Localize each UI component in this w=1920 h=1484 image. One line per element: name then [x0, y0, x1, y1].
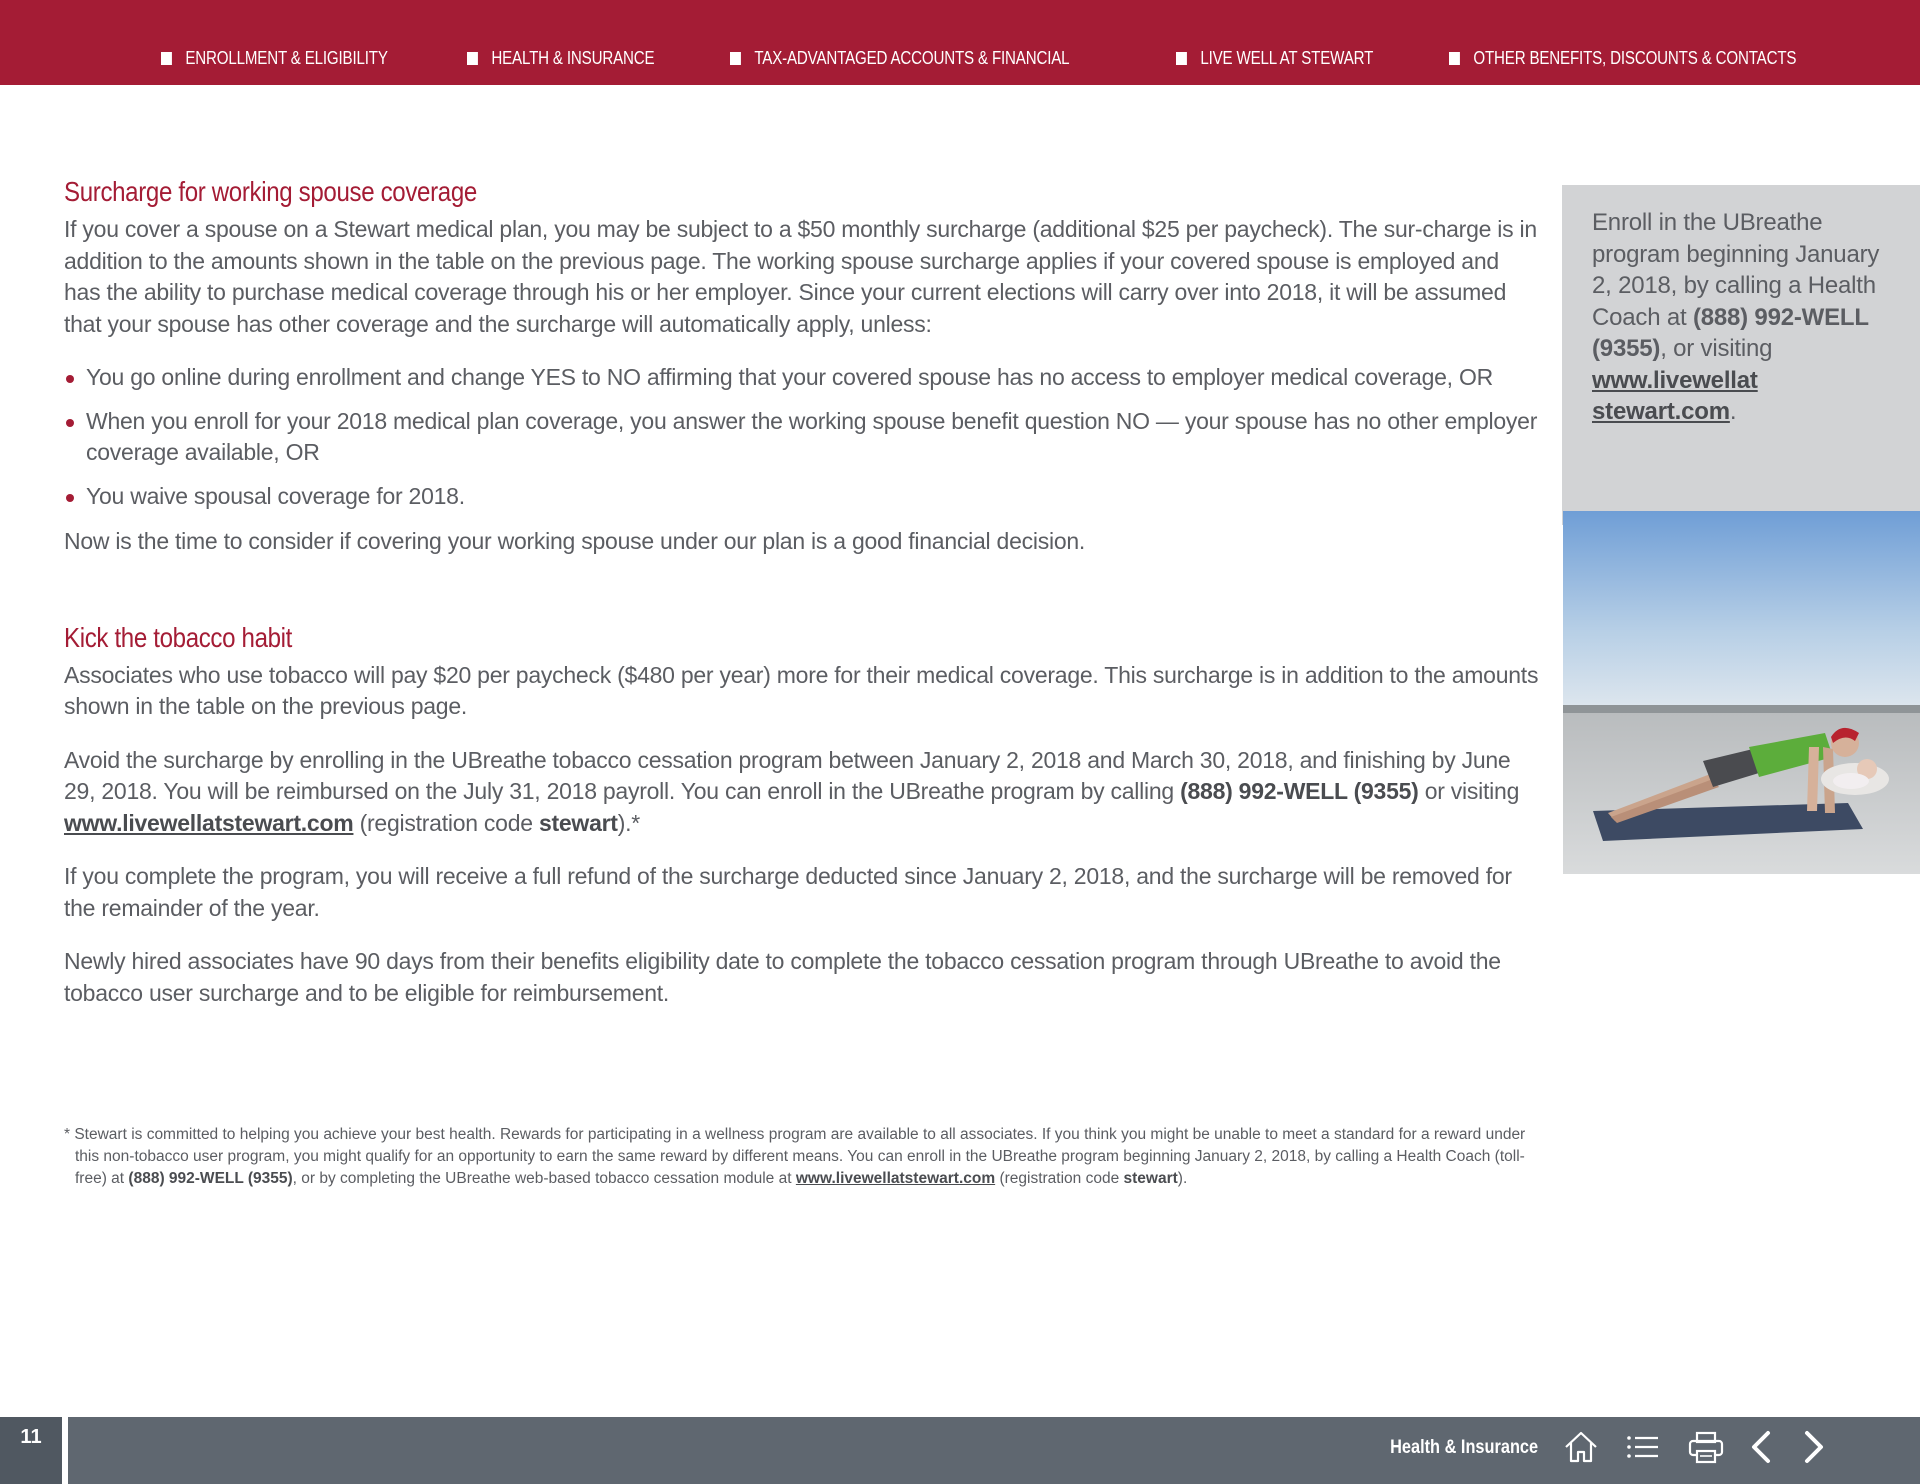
working-spouse-intro: If you cover a spouse on a Stewart medical plan, you may be subject to a $50 monthly surcharge (additional $25 per paycheck). The sur-charge is in addition to the amounts shown in the table on the previous page. The working spouse surcharge applies if your covered spouse is employed and has the ability to purchase medical coverage through his or her employer. Since your current elections will carry over into 2018, it will be assumed that your spouse has other coverage and the surcharge will automatically apply, unless:: [64, 216, 1537, 337]
phone-number: (888) 992-WELL (9355): [1180, 778, 1419, 804]
bottom-navigation-bar: [0, 1417, 1920, 1484]
text-segment: Enroll in the UBreathe program beginning January 2, 2018, by calling a Health Coach at: [1592, 209, 1880, 331]
footnote-text: [64, 1124, 1539, 1190]
top-navigation-bar: [0, 0, 1920, 85]
square-bullet-icon: [161, 52, 172, 65]
list-item: When you enroll for your 2018 medical plan coverage, you answer the working spouse benefit question NO — your spouse has no other employer coverage available, OR: [64, 406, 1539, 469]
nav-item-live-well[interactable]: [1176, 47, 1373, 69]
livewell-link[interactable]: www.livewellatstewart.com: [795, 1170, 996, 1187]
text-segment: (registration code: [353, 809, 539, 836]
phone-number: (888) 992-WELL (9355): [1592, 303, 1869, 362]
nav-item-label: TAX-ADVANTAGED ACCOUNTS & FINANCIAL: [754, 47, 1070, 68]
text-segment: , or visiting: [1660, 335, 1773, 362]
text-segment: * Stewart is committed to helping you achieve your best health. Rewards for participating in a wellness program are available to all associates. If you think you might be unable to meet a standard for a reward under this non-tobacco user program, you might qualify for an opportunity to earn the same reward by different means. You can enroll in the UBreathe program beginning January 2, 2018, by calling a Health Coach (toll-free) at: [64, 1126, 1526, 1187]
nav-item-health-insurance[interactable]: [467, 47, 654, 69]
wellness-photo: [1563, 511, 1920, 874]
page-number-box: [0, 1417, 68, 1484]
tobacco-heading: Kick the tobacco habit: [64, 621, 293, 653]
text-segment: ).: [1177, 1170, 1188, 1187]
print-icon[interactable]: [1686, 1427, 1726, 1467]
chevron-left-icon[interactable]: [1742, 1427, 1782, 1467]
nav-item-label: OTHER BENEFITS, DISCOUNTS & CONTACTS: [1473, 47, 1797, 68]
nav-item-other-benefits[interactable]: [1449, 47, 1796, 69]
phone-number: (888) 992-WELL (9355): [128, 1170, 293, 1187]
text-segment: .: [1729, 398, 1737, 425]
nav-item-enrollment[interactable]: [161, 47, 388, 69]
list-item: You waive spousal coverage for 2018.: [64, 481, 1539, 513]
square-bullet-icon: [1176, 52, 1187, 65]
square-bullet-icon: [467, 52, 478, 65]
tobacco-new-hire-paragraph: Newly hired associates have 90 days from their benefits eligibility date to complete the tobacco cessation program through UBreathe to avoid the tobacco user surcharge and to be eligible for reimbursement.: [64, 948, 1501, 1006]
nav-item-label: HEALTH & INSURANCE: [491, 47, 655, 68]
working-spouse-closing: Now is the time to consider if covering your working spouse under our plan is a good financial decision.: [64, 528, 1086, 554]
tobacco-surcharge-paragraph: Associates who use tobacco will pay $20 per paycheck ($480 per year) more for their medical coverage. This surcharge is in addition to the amounts shown in the table on the previous page.: [64, 661, 1539, 719]
registration-code: stewart: [538, 809, 618, 836]
nav-item-label: LIVE WELL AT STEWART: [1200, 47, 1374, 68]
working-spouse-conditions-list: [64, 362, 1539, 512]
list-icon[interactable]: [1623, 1427, 1663, 1467]
text-segment: (registration code: [995, 1170, 1124, 1187]
home-icon[interactable]: [1561, 1427, 1601, 1467]
nav-item-tax-advantaged[interactable]: [730, 47, 1069, 69]
registration-code: stewart: [1123, 1170, 1178, 1187]
nav-item-label: ENROLLMENT & ELIGIBILITY: [185, 47, 388, 68]
tobacco-enroll-paragraph: [64, 745, 1539, 840]
list-item: You go online during enrollment and change YES to NO affirming that your covered spouse has no access to employer medical coverage, OR: [64, 362, 1539, 394]
livewell-link[interactable]: www.livewellat stewart.com: [1592, 366, 1758, 425]
ubreathe-callout-box: [1562, 185, 1920, 525]
tobacco-refund-paragraph: If you complete the program, you will receive a full refund of the surcharge deducted since January 2, 2018, and the surcharge will be removed for the remainder of the year.: [64, 863, 1512, 921]
square-bullet-icon: [730, 52, 741, 65]
text-segment: or visiting: [1418, 778, 1520, 804]
chevron-right-icon[interactable]: [1793, 1427, 1833, 1467]
footnote: [64, 1124, 1539, 1190]
livewell-link[interactable]: www.livewellatstewart.com: [64, 809, 354, 836]
working-spouse-section: [64, 176, 1539, 558]
page-number: 11: [20, 1426, 42, 1448]
text-segment: Avoid the surcharge by enrolling in the UBreathe tobacco cessation program between January 2, 2018 and March 30, 2018, and finishing by June 29, 2018. You will be reimbursed on the July 31, 2018 payroll. You can enroll in the UBreathe program by calling: [64, 746, 1511, 804]
main-content: [64, 176, 1539, 1031]
woman-plank-with-baby-illustration: [1563, 511, 1920, 874]
working-spouse-heading: Surcharge for working spouse coverage: [64, 176, 477, 207]
text-segment: ).*: [617, 809, 640, 836]
text-segment: , or by completing the UBreathe web-based tobacco cessation module at: [292, 1170, 796, 1187]
current-section-label: Health & Insurance: [1389, 1437, 1538, 1458]
square-bullet-icon: [1449, 52, 1460, 65]
tobacco-section: [64, 622, 1539, 1010]
